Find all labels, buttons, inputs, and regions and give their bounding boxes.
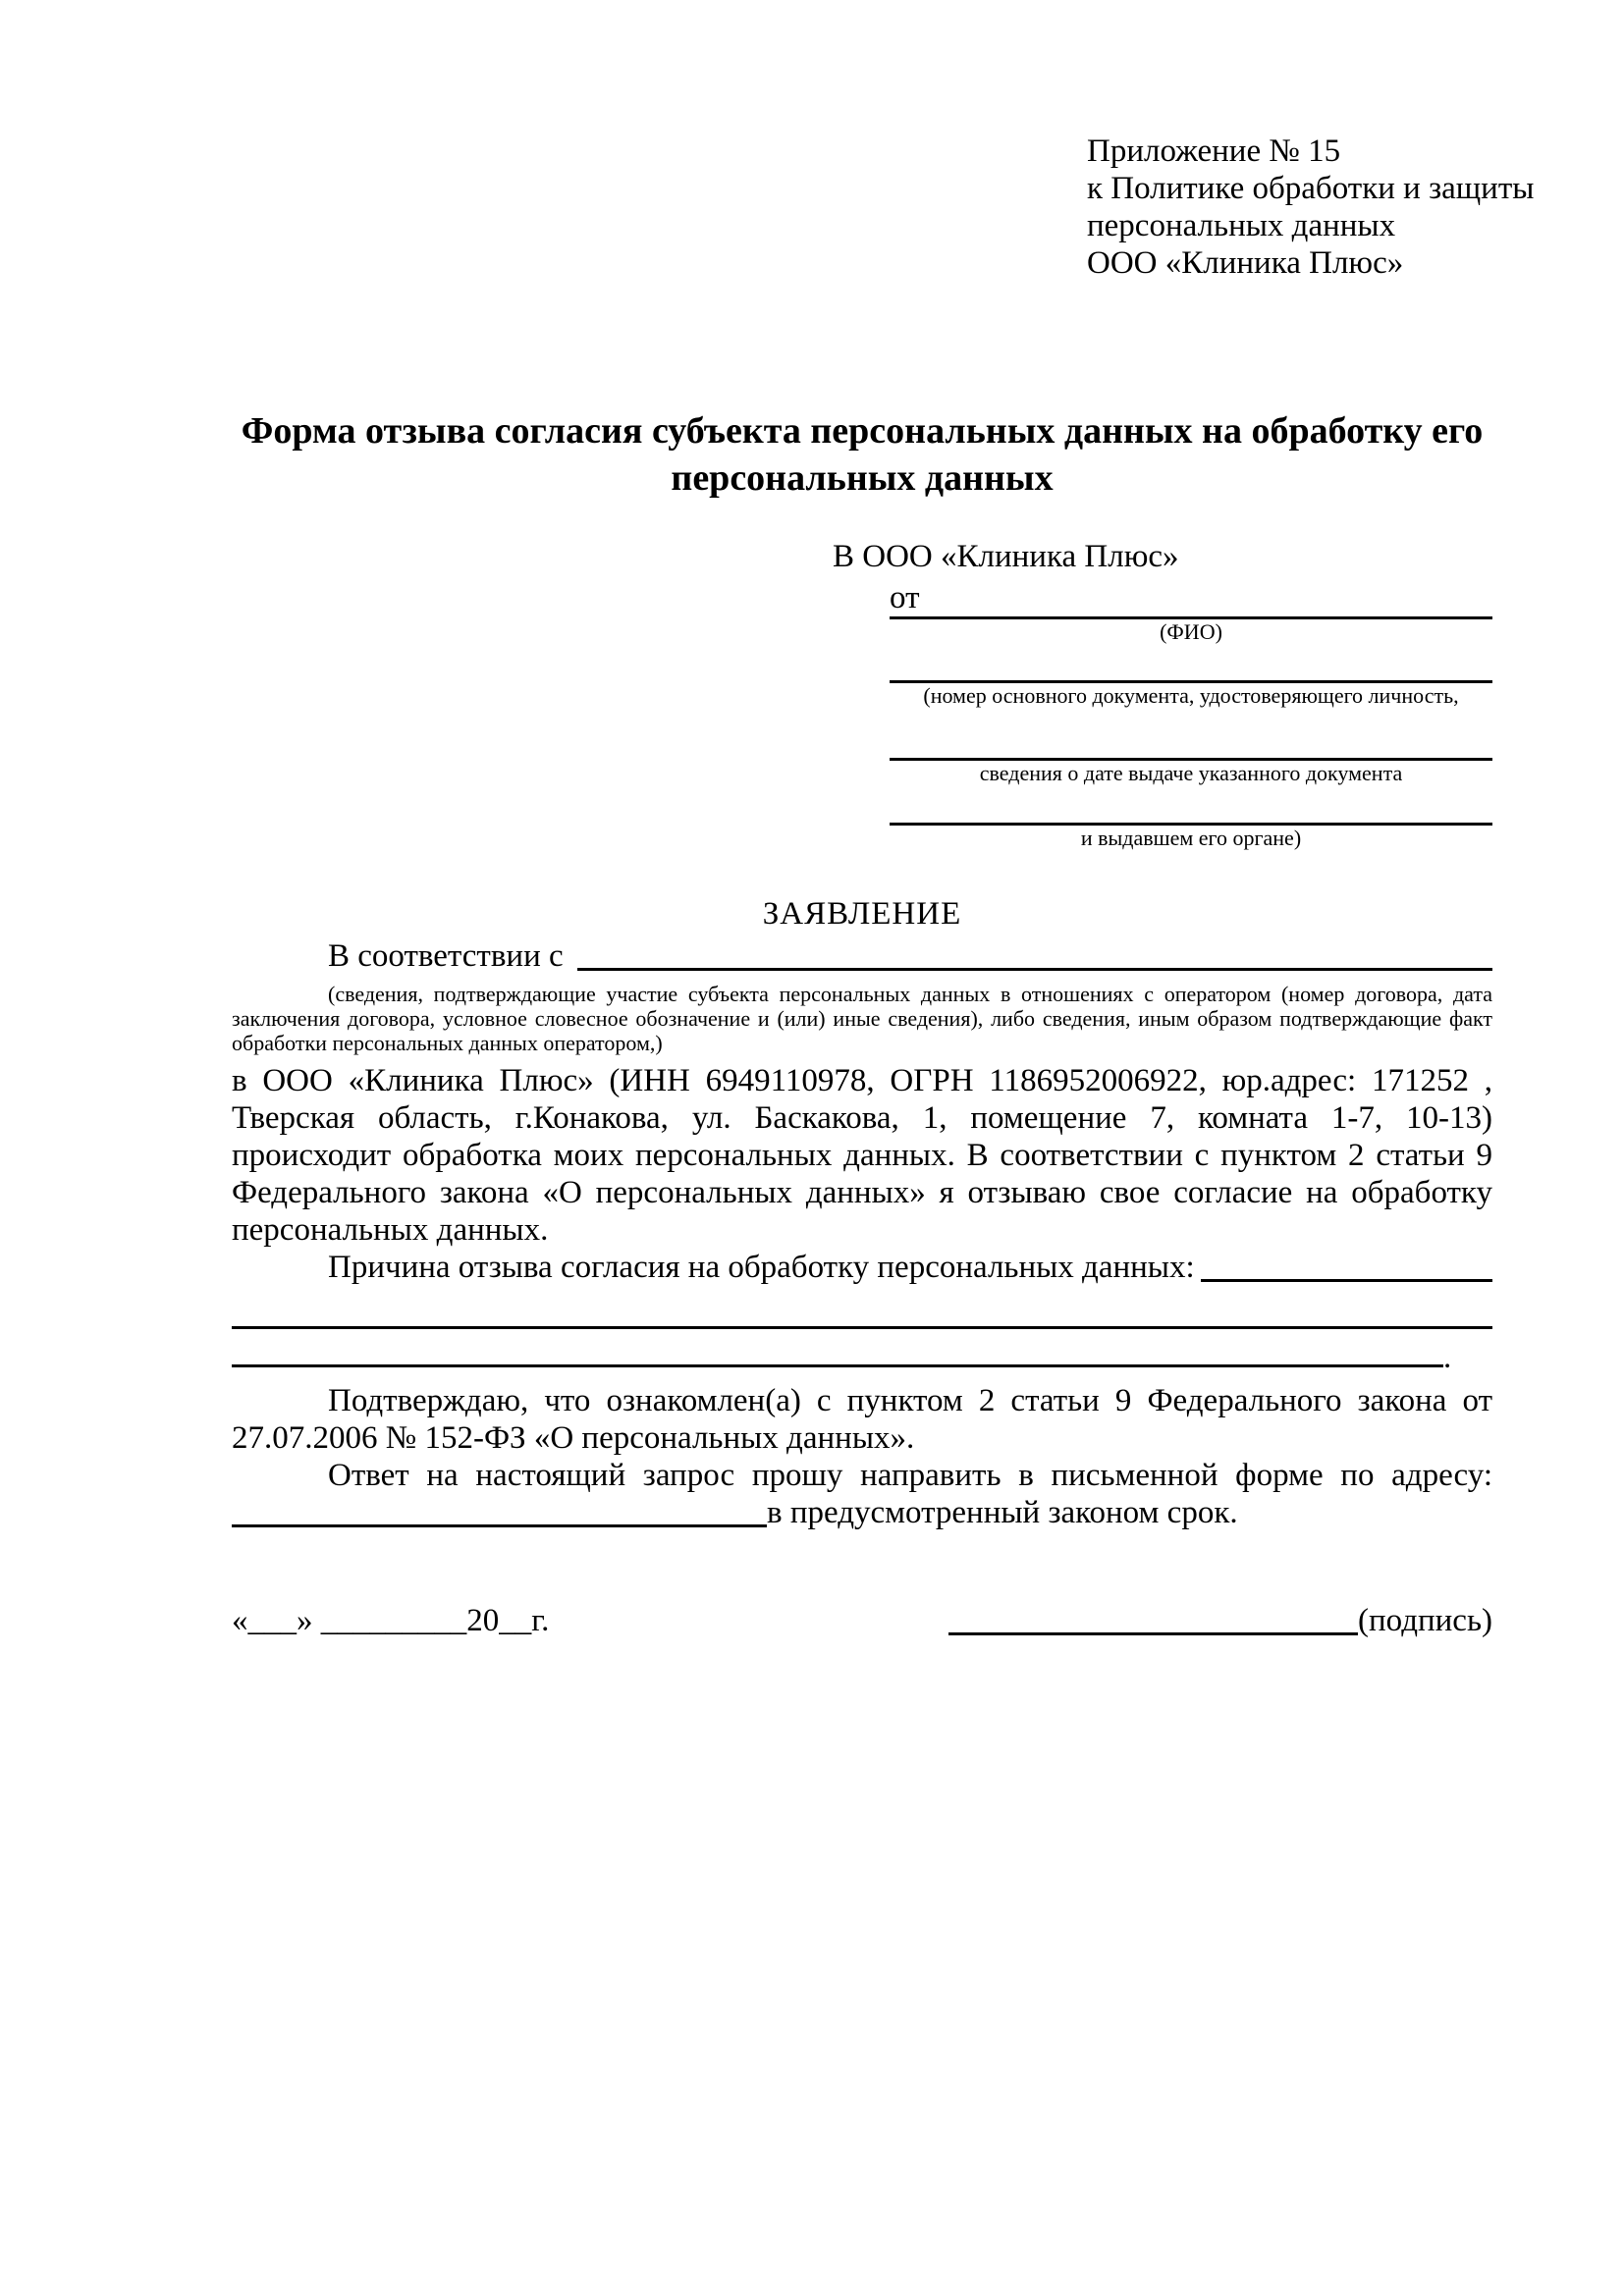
signature-blank-line[interactable] [948, 1632, 1358, 1635]
basis-row [232, 937, 1492, 975]
signature-row [232, 1602, 1492, 1639]
sentence-period: . [1443, 1340, 1452, 1375]
date-template: «___» _________20__г. [232, 1603, 550, 1638]
field-document-number [890, 680, 1492, 708]
response-request-line1: Ответ на настоящий запрос прошу направить в письменной форме по адресу: [328, 1458, 1492, 1493]
response-address-blank-line[interactable] [232, 1524, 767, 1527]
document-title: Форма отзыва согласия субъекта персональных данных на обработку его персональных данных [241, 410, 1484, 499]
reason-row [232, 1249, 1492, 1286]
issuing-authority-caption: и выдавшем его органе) [1080, 826, 1302, 850]
fio-caption: (ФИО) [1160, 619, 1222, 644]
reason-blank-rule[interactable] [232, 1329, 1443, 1367]
statement-heading: ЗАЯВЛЕНИЕ [762, 896, 962, 932]
basis-blank-line[interactable] [577, 968, 1492, 971]
basis-label: В соответствии с [328, 938, 564, 974]
response-request-line2 [232, 1494, 1492, 1531]
field-issue-date [890, 758, 1492, 785]
signature-block [948, 1602, 1492, 1639]
acknowledgement-paragraph: Подтверждаю, что ознакомлен(а) с пунктом 2 статьи 9 Федерального закона от 27.07.2006 № 152-ФЗ «О персональных данных». [232, 1383, 1492, 1456]
signature-caption: (подпись) [1358, 1603, 1492, 1638]
appendix-header-line: к Политике обработки и защиты [1087, 171, 1535, 206]
statement-body: в ООО «Клиника Плюс» (ИНН 6949110978, ОГРН 1186952006922, юр.адрес: 171252 , Тверская область, г.Конакова, ул. Баскакова, 1, помещение 7, комната 1-7, 10-13) происходит обработка моих персональных данных. В соответствии с пунктом 2 статьи 9 Федерального закона «О персональных данных» я отзываю свое согласие на обработку персональных данных. [232, 1063, 1492, 1248]
addressee-from-label: от [890, 580, 920, 615]
field-fio [890, 616, 1492, 644]
reason-blank-line-2[interactable] [232, 1286, 1492, 1329]
reason-label: Причина отзыва согласия на обработку персональных данных: [328, 1250, 1195, 1285]
addressee-to: В ООО «Клиника Плюс» [833, 539, 1179, 574]
appendix-header [1087, 133, 1535, 282]
appendix-header-line: Приложение № 15 [1087, 133, 1341, 169]
appendix-header-line: ООО «Клиника Плюс» [1087, 245, 1404, 281]
reason-blank-line[interactable] [1201, 1279, 1492, 1282]
issue-date-caption: сведения о дате выдаче указанного документа [979, 761, 1403, 785]
document-number-caption: (номер основного документа, удостоверяющего личность, [923, 683, 1459, 708]
field-issuing-authority [890, 823, 1492, 850]
appendix-header-line: персональных данных [1087, 208, 1396, 243]
addressee-block [232, 538, 1492, 850]
basis-footnote: (сведения, подтверждающие участие субъекта персональных данных в отношениях с оператором (номер договора, дата заключения договора, условное словесное обозначение и (или) иные сведения), либо сведения, иным образом подтверждающие факт обработки персональных данных оператором,) [232, 982, 1492, 1055]
response-request-suffix: в предусмотренный законом срок. [767, 1495, 1238, 1530]
reason-blank-line-3 [232, 1329, 1492, 1375]
